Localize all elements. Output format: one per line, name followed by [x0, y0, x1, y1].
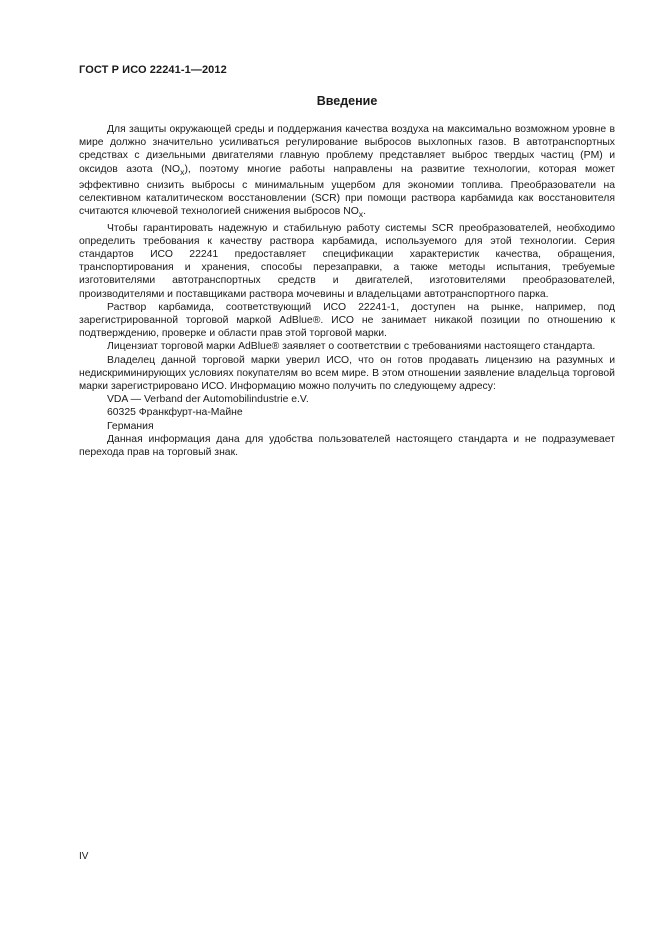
paragraph-adblue-availability: Раствор карбамида, соответствующий ИСО 22241-1, доступен на рынке, например, под зарегистрированной торговой маркой AdBlue®. ИСО не занимает никакой позиции по отношению к подтверждению, проверке и области прав этой торговой марки.: [79, 301, 615, 340]
nox-subscript: x: [180, 166, 185, 177]
section-title: Введение: [316, 94, 378, 108]
paragraph-trademark-owner: Владелец данной торговой марки уверил ИСО, что он готов продавать лицензию на разумных и недискриминирующих условиях покупателям во всем мире. В этом отношении заявление владельца торговой марки зарегистрировано ИСО. Информацию можно получить по следующему адресу:: [79, 354, 615, 393]
paragraph-licensee: Лицензиат торговой марки AdBlue® заявляет о соответствии с требованиями настоящего стандарта.: [107, 341, 596, 353]
paragraph-1-text-b: ), поэтому многие работы направлены на развитие технологии, которая может эффективно снизить выбросы с минимальным ущербом для экономии топлива. Преобразователи на селективном каталитическом восстановлении (SCR) при помощи раствора карбамида как восстановителя считаются ключевой технологией снижения выбросов NO: [79, 163, 616, 218]
document-header: ГОСТ Р ИСО 22241-1—2012: [79, 64, 227, 76]
page-number: IV: [79, 851, 89, 862]
address-line: Германия: [107, 420, 154, 432]
paragraph-closing: Данная информация дана для удобства пользователей настоящего стандарта и не подразумевает перехода прав на торговый знак.: [79, 433, 615, 459]
introduction-body: [79, 123, 615, 459]
nox-subscript: x: [358, 209, 364, 220]
paragraph-environment: [79, 123, 615, 222]
paragraph-1-text-a: Для защиты окружающей среды и поддержания качества воздуха на максимально возможном уровне в мире должно значительно усиливаться регулирование выбросов выхлопных газов. В автотранспортных средствах с дизельными двигателями главную проблему представляет выброс твердых частиц (PM) и оксидов азота (NO: [79, 124, 615, 175]
paragraph-scr-requirements: Чтобы гарантировать надежную и стабильную работу системы SCR преобразователей, необходимо определить требования к качеству раствора карбамида, используемого для этой технологии. Серия стандартов ИСО 22241 предоставляет спецификации характеристик качества, обращения, транспортирования и хранения, способы перезаправки, а также методы испытания, требуемые изготовителями автотранспортных средств и двигателей, изготовителями преобразователей, производителями и поставщиками раствора мочевины и владельцами автотранспортного парка.: [79, 222, 615, 300]
address-line: VDA — Verband der Automobilindustrie e.V.: [107, 394, 309, 406]
paragraph-1-text-c: .: [363, 206, 367, 218]
address-line: 60325 Франкфурт-на-Майне: [107, 407, 243, 419]
